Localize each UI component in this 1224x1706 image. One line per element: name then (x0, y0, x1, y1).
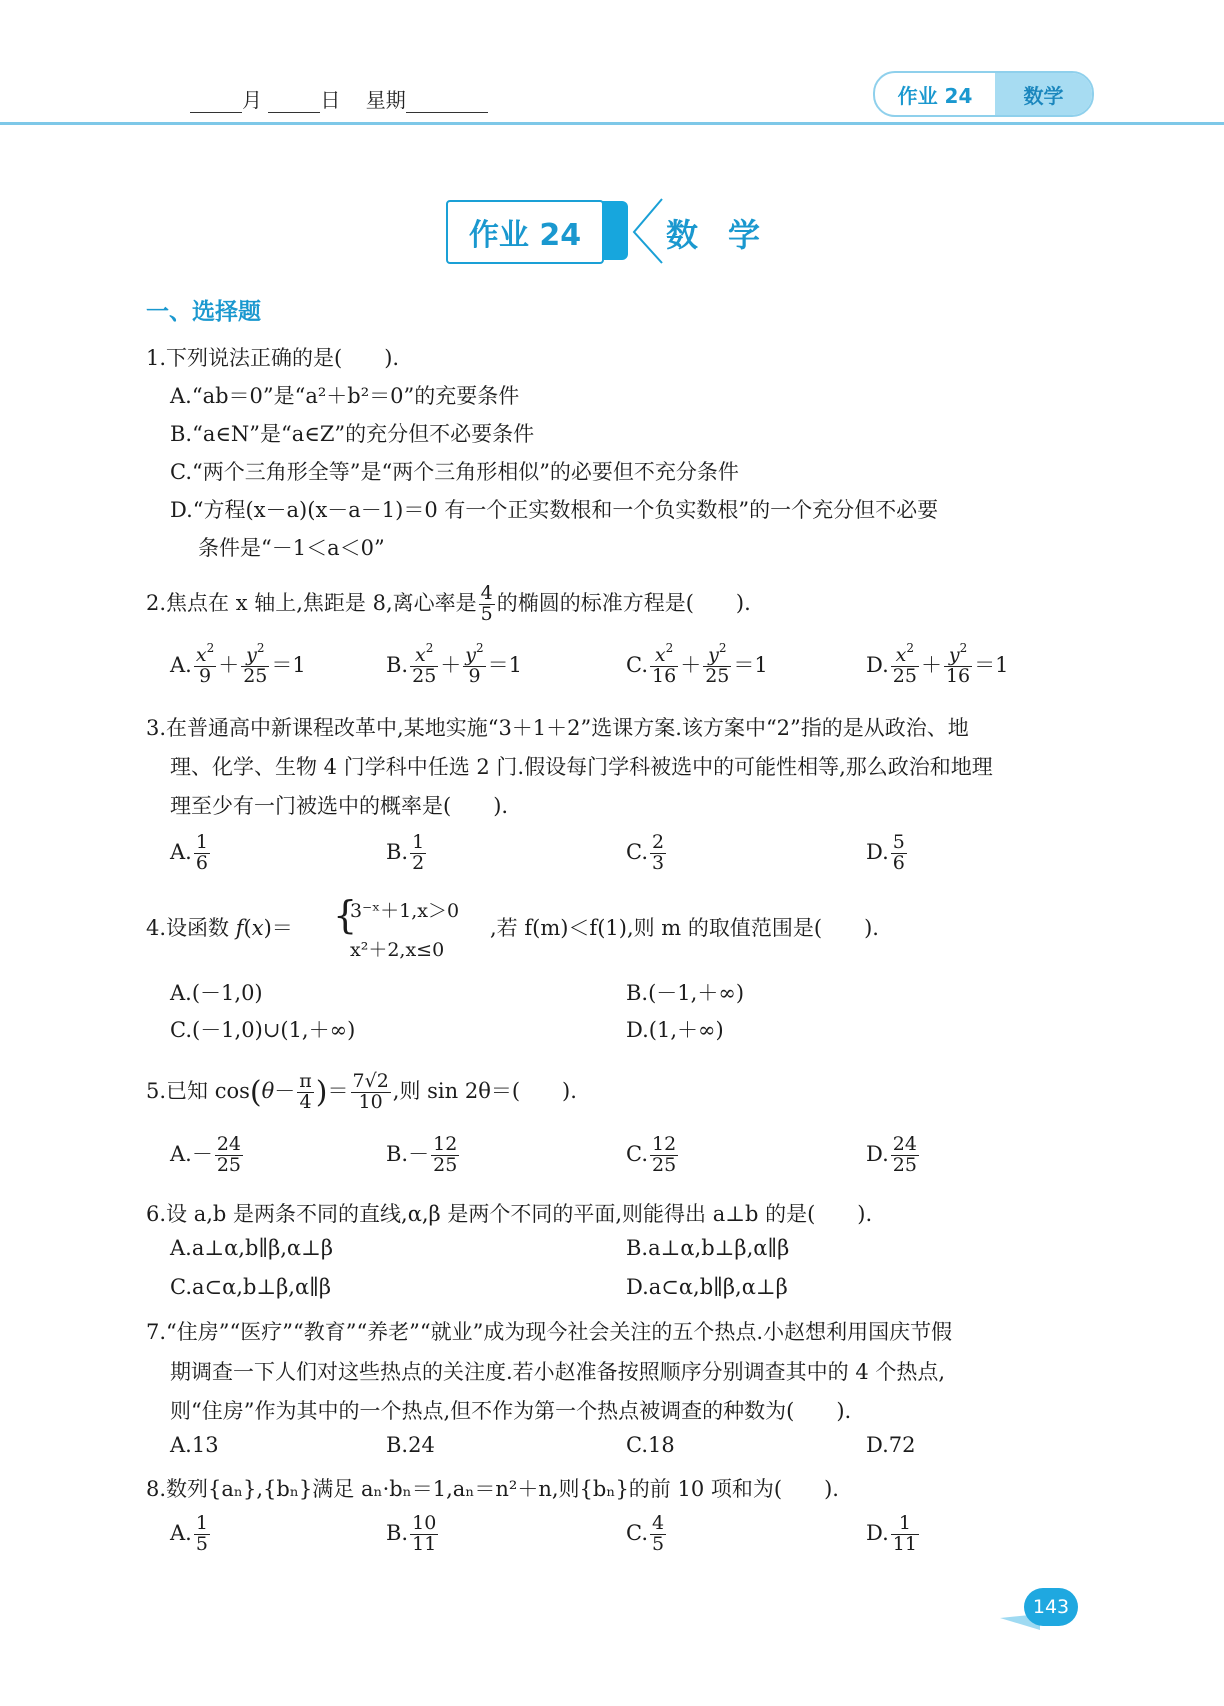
q4-case1: 3⁻ˣ＋1,x＞0 (350, 900, 460, 922)
q1-option-d[interactable]: D.“方程(x－a)(x－a－1)＝0 有一个正实数根和一个负实数根”的一个充分但不必要 (170, 498, 939, 522)
q2-c-den1: 16 (652, 664, 677, 687)
q2-option-a[interactable]: A. $\frac{x^2}{9}$ ＋ $\frac{y^2}{25}$ ＝1 (170, 641, 306, 687)
q3-a-num: 1 (195, 831, 208, 853)
q2-d-label: D. (866, 652, 889, 677)
q5-option-c[interactable]: C. $\frac{12}{25}$ (626, 1133, 677, 1176)
q3-line2: 理、化学、生物 4 门学科中任选 2 门.假设每门学科被选中的可能性相等,那么政治和地理 (170, 755, 993, 779)
q2-stem-b: 的椭圆的标准方程是( ). (496, 590, 751, 615)
q3-a-den: 6 (195, 851, 208, 874)
q8-option-d[interactable]: D. $\frac{1}{11}$ (866, 1512, 917, 1555)
q8-option-b[interactable]: B. $\frac{10}{11}$ (386, 1512, 437, 1555)
date-line (190, 84, 488, 113)
title-bracket-decoration (628, 195, 668, 267)
q3-option-a[interactable]: A. $\frac{1}{6}$ (170, 831, 208, 874)
q1-option-a[interactable]: A.“ab＝0”是“a²＋b²＝0”的充要条件 (170, 384, 520, 408)
q7-option-d[interactable]: D.72 (866, 1433, 916, 1457)
q8-option-c[interactable]: C. $\frac{4}{5}$ (626, 1512, 665, 1555)
q3-line1: 3.在普通高中新课程改革中,某地实施“3＋1＋2”选课方案.该方案中“2”指的是从政治、地 (146, 716, 969, 740)
q2-b-frac2: $\frac{y^2}{9}$ (465, 641, 484, 687)
q2-a-frac2: $\frac{y^2}{25}$ (243, 641, 268, 687)
q4-stem: 4.设函数 f(x)＝ (146, 916, 293, 940)
q3-d-num: 5 (892, 831, 905, 853)
day-label: 日 (320, 88, 341, 112)
q5-pi-num: π (299, 1070, 312, 1092)
q8-b-num: 10 (412, 1512, 437, 1534)
q2-c-den2: 25 (705, 664, 730, 687)
q1-option-b[interactable]: B.“a∈N”是“a∈Z”的充分但不必要条件 (170, 422, 535, 446)
header-tab-subject: 数学 (995, 73, 1092, 115)
q8-d-den: 11 (892, 1532, 917, 1555)
q3-b-den: 2 (412, 851, 425, 874)
q2-option-d[interactable]: D. $\frac{x^2}{25}$ ＋ $\frac{y^2}{16}$ ＝1 (866, 641, 1009, 687)
q4-stem-b: ,若 f(m)＜f(1),则 m 的取值范围是( ). (490, 916, 879, 940)
q2-c-frac2: $\frac{y^2}{25}$ (705, 641, 730, 687)
q2-a-den1: 9 (198, 664, 212, 687)
q7-line2: 期调查一下人们对这些热点的关注度.若小赵准备按照顺序分别调查其中的 4 个热点, (170, 1360, 946, 1384)
q8-a-num: 1 (195, 1512, 208, 1534)
q5-c-den: 25 (652, 1153, 677, 1176)
q8-d-num: 1 (891, 1514, 919, 1535)
q2-a-label: A. (170, 652, 192, 677)
header-tab (873, 71, 1094, 117)
q5-a-den: 25 (216, 1153, 242, 1176)
q5-d-num: 24 (892, 1133, 917, 1155)
q2-stem-a: 2.焦点在 x 轴上,焦距是 8,离心率是 (146, 590, 477, 615)
q2-d-den2: 16 (945, 664, 971, 687)
q3-c-num: 2 (652, 831, 665, 853)
q2-d-frac2: $\frac{y^2}{16}$ (945, 641, 971, 687)
q2-b-den1: 25 (412, 664, 437, 687)
q2-d-frac1: $\frac{x^2}{25}$ (892, 641, 917, 687)
q6-option-a[interactable]: A.a⊥α,b∥β,α⊥β (170, 1236, 333, 1260)
q5-rhs-num: 7√2 (352, 1070, 389, 1092)
q5-stem-b: ,则 sin 2θ＝( ). (392, 1078, 577, 1103)
q8-a-den: 5 (195, 1532, 208, 1555)
q4-option-a[interactable]: A.(－1,0) (170, 981, 263, 1005)
q8-c-num: 4 (652, 1512, 665, 1534)
section-heading: 一、选择题 (146, 299, 261, 325)
title-subject: 数学 (666, 216, 791, 254)
q3-b-num: 1 (412, 831, 425, 853)
q7-option-c[interactable]: C.18 (626, 1433, 675, 1457)
q8-c-den: 5 (652, 1532, 665, 1555)
q6-stem: 6.设 a,b 是两条不同的直线,α,β 是两个不同的平面,则能得出 a⊥b 的是( ). (146, 1202, 873, 1226)
q4-case2: x²＋2,x≤0 (350, 939, 445, 961)
q3-option-b[interactable]: B. $\frac{1}{2}$ (386, 831, 425, 874)
q5-option-a[interactable]: A.－ $\frac{24}{25}$ (170, 1133, 242, 1176)
q5-c-num: 12 (652, 1133, 677, 1155)
q5-option-d[interactable]: D. $\frac{24}{25}$ (866, 1133, 917, 1176)
q2-c-frac1: $\frac{x^2}{16}$ (652, 641, 677, 687)
q2-b-frac1: $\frac{x^2}{25}$ (412, 641, 437, 687)
q1-option-c[interactable]: C.“两个三角形全等”是“两个三角形相似”的必要但不充分条件 (170, 460, 739, 484)
q6-option-c[interactable]: C.a⊂α,b⊥β,α∥β (170, 1275, 331, 1299)
q7-option-b[interactable]: B.24 (386, 1433, 435, 1457)
q2-d-den1: 25 (892, 664, 917, 687)
weekday-blank[interactable] (406, 92, 488, 113)
q4-option-c[interactable]: C.(－1,0)∪(1,＋∞) (170, 1018, 356, 1042)
q2-c-eq: ＝1 (733, 652, 768, 677)
page-number: 143 (1024, 1588, 1078, 1626)
q2-b-eq: ＝1 (487, 652, 523, 677)
q8-b-den: 11 (412, 1532, 437, 1555)
q7-line1: 7.“住房”“医疗”“教育”“养老”“就业”成为现今社会关注的五个热点.小赵想利用国庆节假 (146, 1320, 953, 1344)
q2-b-label: B. (386, 652, 409, 677)
q2-b-den2: 9 (468, 664, 481, 687)
q4-stem-a: 4.设函数 (146, 916, 230, 940)
q2-option-b[interactable]: B. $\frac{x^2}{25}$ ＋ $\frac{y^2}{9}$ ＝1 (386, 641, 523, 687)
q2-stem (146, 584, 751, 625)
q1-stem: 1.下列说法正确的是( ). (146, 346, 400, 370)
q4-brace: { (333, 893, 358, 937)
header-tab-assignment: 作业 24 (897, 83, 973, 108)
title-tab-decoration (602, 201, 628, 260)
q5-pi-den: 4 (299, 1090, 312, 1113)
page-title: 作业 24 (446, 200, 604, 264)
day-blank[interactable] (268, 92, 320, 113)
q5-a-num: 24 (216, 1133, 242, 1155)
q5-stem-a: 5.已知 cos (146, 1078, 250, 1103)
q5-b-num: 12 (433, 1133, 458, 1155)
q2-option-c[interactable]: C. $\frac{x^2}{16}$ ＋ $\frac{y^2}{25}$ ＝1 (626, 641, 768, 687)
q5-rhs-den: 10 (358, 1090, 383, 1113)
q2-a-den2: 25 (243, 664, 268, 687)
q2-a-frac1: $\frac{x^2}{9}$ (195, 641, 215, 687)
q3-line3: 理至少有一门被选中的概率是( ). (170, 794, 509, 818)
weekday-label: 星期 (365, 88, 406, 112)
q7-line3: 则“住房”作为其中的一个热点,但不作为第一个热点被调查的种数为( ). (170, 1399, 852, 1423)
q7-option-a[interactable]: A.13 (170, 1433, 219, 1457)
q3-option-c[interactable]: C. $\frac{2}{3}$ (626, 831, 665, 874)
q3-d-den: 6 (892, 851, 905, 874)
q3-option-d[interactable]: D. $\frac{5}{6}$ (866, 831, 905, 874)
q8-stem: 8.数列{aₙ},{bₙ}满足 aₙ·bₙ＝1,aₙ＝n²＋n,则{bₙ}的前 10 项和为( ). (146, 1477, 839, 1501)
month-blank[interactable] (190, 92, 242, 113)
q8-option-a[interactable]: A. $\frac{1}{5}$ (170, 1512, 208, 1555)
q5-b-den: 25 (433, 1153, 458, 1176)
q6-option-b[interactable]: B.a⊥α,b⊥β,α∥β (626, 1236, 790, 1260)
q4-option-d[interactable]: D.(1,＋∞) (626, 1018, 724, 1042)
q2-eccentricity (479, 584, 495, 625)
q1-option-d-cont: 条件是“－1＜a＜0” (198, 536, 385, 560)
header-divider (0, 122, 1224, 125)
q2-a-eq: ＝1 (271, 652, 306, 677)
month-label: 月 (242, 88, 262, 112)
q4-option-b[interactable]: B.(－1,＋∞) (626, 981, 745, 1005)
q5-d-den: 25 (892, 1153, 917, 1176)
q2-ecc-den: 5 (480, 602, 493, 625)
q2-ecc-num: 4 (480, 582, 493, 604)
q5-stem: 5.已知 cos(θ－ $\frac{\pi}{4}$ )＝ $\frac{7√2}{10}$ ,则 sin 2θ＝( ). (146, 1070, 577, 1113)
q6-option-d[interactable]: D.a⊂α,b∥β,α⊥β (626, 1275, 788, 1299)
q2-d-eq: ＝1 (974, 652, 1009, 677)
q5-option-b[interactable]: B.－ $\frac{12}{25}$ (386, 1133, 458, 1176)
q3-c-den: 3 (652, 851, 665, 874)
q2-c-label: C. (626, 652, 648, 677)
